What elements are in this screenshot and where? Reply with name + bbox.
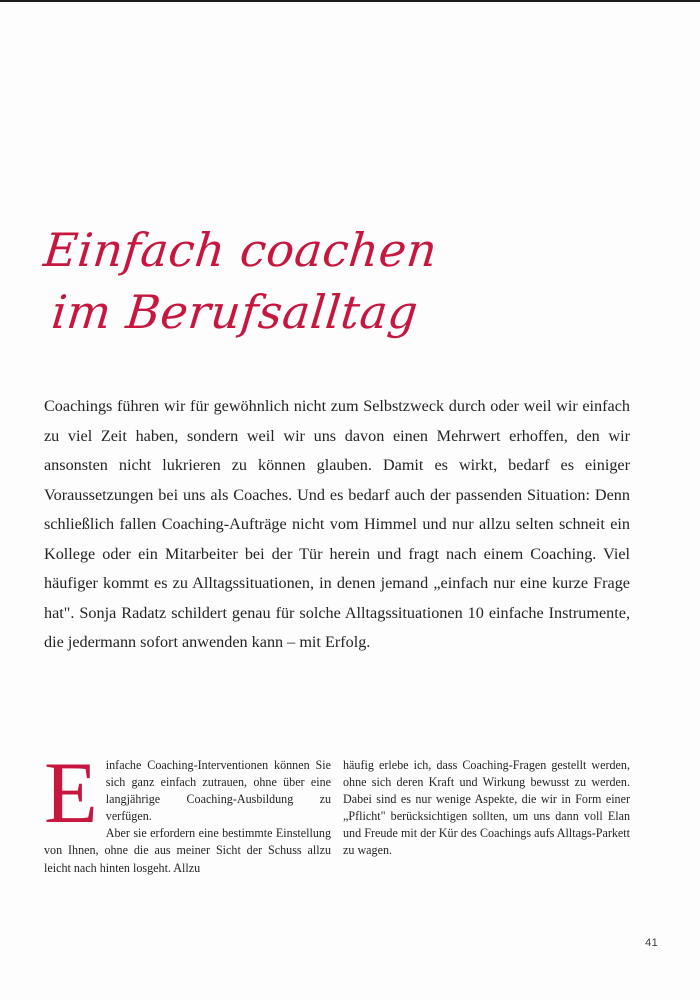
lead-paragraph-block xyxy=(44,392,630,658)
body-column-right xyxy=(343,757,630,860)
body-column-left xyxy=(44,745,331,877)
page-title xyxy=(41,219,644,343)
page-title-line-2: im Berufsalltag xyxy=(49,285,421,340)
page-number: 41 xyxy=(645,937,658,949)
page-title-line-1: Einfach coachen xyxy=(41,223,440,278)
body-left-paragraph-2: Aber sie erfordern eine bestimmte Einstellung von Ihnen, ohne die aus meiner Sicht der Schuss allzu leicht nach hinten losgeht. Allzu xyxy=(44,826,331,875)
body-left-paragraph-1 xyxy=(44,745,331,842)
body-right-paragraph-1: häufig erlebe ich, dass Coaching-Fragen gestellt werden, ohne sich deren Kraft und Wirkung bewusst zu werden. Dabei sind es nur wenige Aspekte, die wir in Form einer „Pflicht" berücksichtigen sollten, um uns dann voll Elan und Freude mit der Kür des Coachings aufs Alltags-Parkett zu wagen. xyxy=(343,758,630,858)
body-left-paragraph-1-text: infache Coaching-Interventionen können Sie sich ganz einfach zutrauen, ohne über eine langjährige Coaching-Ausbildung zu verfügen. xyxy=(105,758,331,824)
lead-paragraph: Coachings führen wir für gewöhnlich nicht zum Selbstzweck durch oder weil wir einfach zu viel Zeit haben, sondern weil wir uns davon einen Mehrwert erhoffen, den wir ansonsten nicht lukrieren zu können glauben. Damit es wirkt, bedarf es einiger Voraussetzungen bei uns als Coaches. Und es bedarf auch der passenden Situation: Denn schließlich fallen Coaching-Aufträge nicht vom Himmel und nur allzu selten schneit ein Kollege oder ein Mitarbeiter bei der Tür herein und fragt nach einem Coaching. Viel häufiger kommt es zu Alltagssituationen, in denen jemand „einfach nur eine kurze Frage hat". Sonja Radatz schildert genau für solche Alltagssituationen 10 einfache Instrumente, die jedermann sofort anwenden kann – mit Erfolg. xyxy=(44,397,630,651)
body-columns xyxy=(44,745,630,907)
drop-cap: E xyxy=(44,745,98,842)
